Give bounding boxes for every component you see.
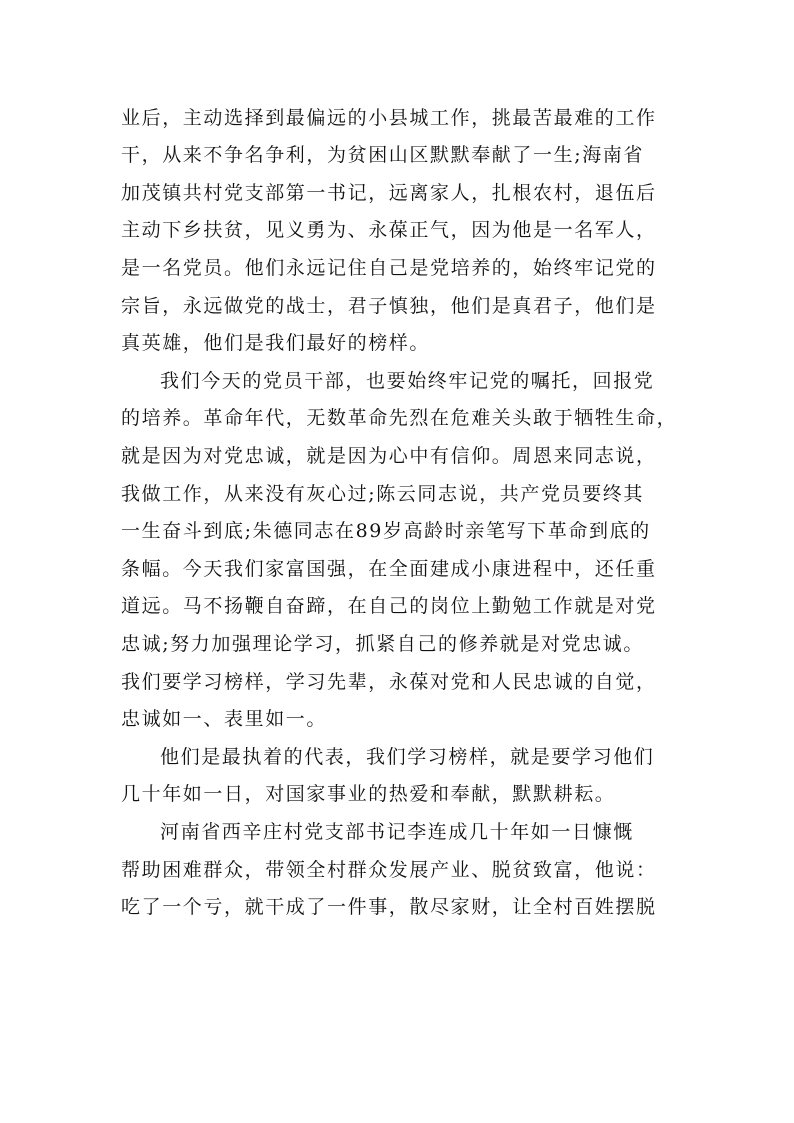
text-line: 一生奋斗到底;朱德同志在89岁高龄时亲笔写下革命到底的: [121, 520, 651, 542]
paragraph-first-line: 河南省西辛庄村党支部书记李连成几十年如一日慷慨: [160, 821, 634, 843]
text-line: 忠诚;努力加强理论学习，抓紧自己的修养就是对党忠诚。: [121, 633, 645, 655]
text-line: 干，从来不争名争利，为贫困山区默默奉献了一生;海南省: [121, 144, 645, 166]
text-line: 业后，主动选择到最偏远的小县城工作，挑最苦最难的工作: [121, 107, 657, 129]
text-line: 就是因为对党忠诚，就是因为心中有信仰。周恩来同志说，: [121, 445, 657, 467]
text-line: 忠诚如一、表里如一。: [121, 708, 328, 730]
text-line: 的培养。革命年代，无数革命先烈在危难关头敢于牺牲生命，: [121, 407, 678, 429]
text-line: 条幅。今天我们家富国强，在全面建成小康进程中，还任重: [121, 558, 657, 580]
text-line: 几十年如一日，对国家事业的热爱和奉献，默默耕耘。: [121, 783, 616, 805]
text-line: 加茂镇共村党支部第一书记，远离家人，扎根农村，退伍后: [121, 182, 657, 204]
paragraph-first-line: 我们今天的党员干部，也要始终牢记党的嘱托，回报党: [160, 370, 655, 392]
text-line: 真英雄，他们是我们最好的榜样。: [121, 332, 431, 354]
text-line: 是一名党员。他们永远记住自己是党培养的，始终牢记党的: [121, 257, 657, 279]
text-line: 我们要学习榜样，学习先辈，永葆对党和人民忠诚的自觉，: [121, 671, 657, 693]
text-line: 道远。马不扬鞭自奋蹄，在自己的岗位上勤勉工作就是对党: [121, 595, 657, 617]
text-line: 宗旨，永远做党的战士，君子慎独，他们是真君子，他们是: [121, 295, 657, 317]
text-line: 帮助困难群众，带领全村群众发展产业、脱贫致富，他说：: [121, 859, 657, 881]
paragraph-first-line: 他们是最执着的代表，我们学习榜样，就是要学习他们: [160, 746, 655, 768]
text-line: 我做工作，从来没有灰心过;陈云同志说，共产党员要终其: [121, 483, 645, 505]
text-line: 吃了一个亏，就干成了一件事，散尽家财，让全村百姓摆脱: [121, 896, 657, 918]
text-line: 主动下乡扶贫，见义勇为、永葆正气，因为他是一名军人，: [121, 219, 657, 241]
